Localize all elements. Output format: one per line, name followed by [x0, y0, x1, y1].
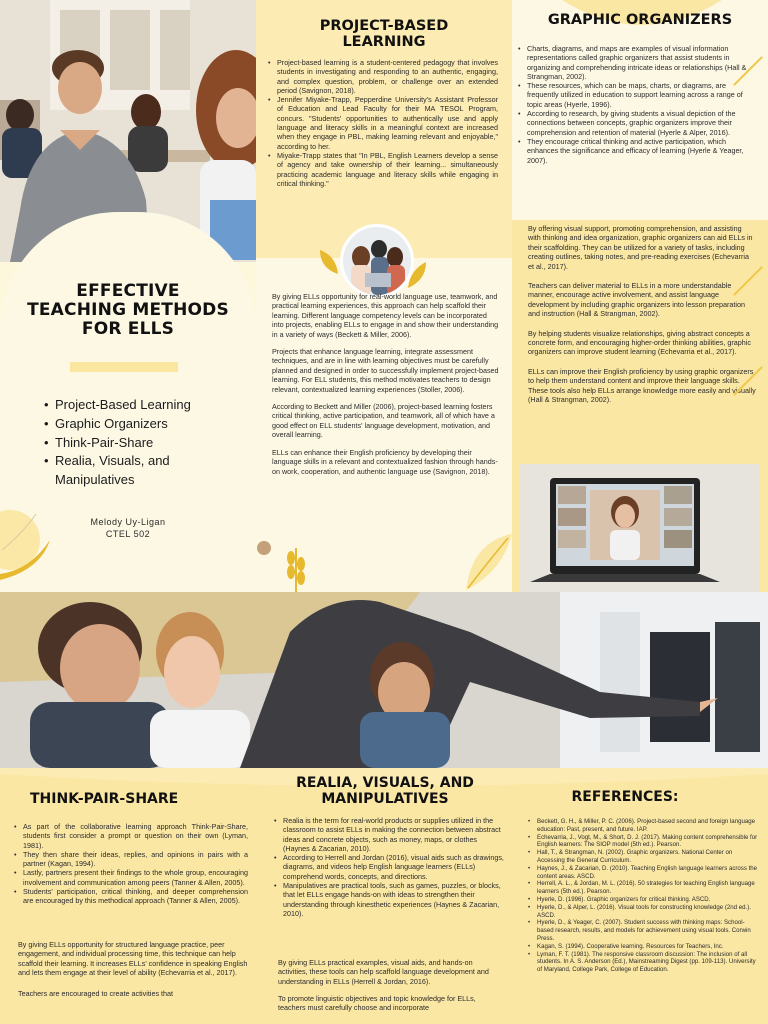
video-call-laptop-photo: [520, 464, 760, 592]
go-bullet: • According to research, by giving students a visual depiction of the connections between concepts, graphic organizers improve their comprehension and retention of material (Hyerle & Alper, 2016).: [518, 109, 756, 137]
go-paragraph: By helping students visualize relationships, giving abstract concepts a concrete form, and encouraging higher-order thinking abilities, graphic organizers can improve student learning (Echevarria et al., 2017).: [528, 328, 751, 357]
rv-bullet-list: [274, 816, 504, 918]
pbl-body: [272, 292, 500, 476]
pbl-bullet: • Jennifer Miyake-Trapp, Pepperdine University's Assistant Professor of Education and Lead Faculty for their MA TESOL Program, concurs. "Students' opportunities to authentically use and apply language and literacy skills in a meaningful context are increased when they engage in PBL, making learning relevant and enjoyable," according to her.: [268, 95, 498, 151]
tps-bullet-list: [14, 822, 248, 906]
title-line-3: FOR ELLS: [81, 319, 175, 340]
tps-paragraph: By giving ELLs opportunity for structured language practice, peer engagement, and individual processing time, this technique can help scaffold their learning. It increases ELLs' confidence in speaking English and lets them engage at their level of ability (Echevarria et al., 2017).: [18, 940, 248, 977]
reference-item: • Kagan, S. (1994). Cooperative learning. Resources for Teachers, Inc.: [528, 943, 758, 951]
author-name: Melody Uy-Ligan: [90, 517, 166, 527]
reference-item: • Hyerle, D. (1996). Graphic organizers for critical thinking. ASCD.: [528, 896, 758, 904]
go-bullet-list: [518, 44, 756, 165]
go-bullet: • These resources, which can be maps, charts, or diagrams, are frequently utilized in education to support learning across a range of topic areas (Hyerle, 1996).: [518, 81, 756, 109]
topic-item: • Realia, Visuals, and Manipulatives: [44, 452, 244, 490]
go-paragraph: By offering visual support, promoting comprehension, and assisting with thinking and idea organization, graphic organizers can aid ELLs in their scaffolding. They can be utilized for a variety of tasks, including creating outlines, taking notes, and pre-reading exercises (Echevarria et al., 2017).: [528, 224, 753, 271]
references-heading: REFERENCES:: [571, 789, 679, 805]
reference-item: • Haynes, J., & Zacarian, D. (2010). Teaching English language learners across the content areas. ASCD.: [528, 865, 758, 881]
title-line-2: TEACHING METHODS: [27, 300, 229, 321]
go-heading: GRAPHIC ORGANIZERS: [547, 12, 733, 28]
author-block: [48, 516, 208, 540]
rv-bullet: • Manipulatives are practical tools, such as games, puzzles, or blocks, that let ELLs engage hands-on with ideas to strengthen their understanding through kinesthetic experiences (Haynes & Zacarian, 2010).: [274, 881, 504, 918]
go-paragraph: ELLs can improve their English proficiency by using graphic organizers to help them understand content and improve their language skills. These tools also help ELLs arrange knowledge more easily and visually (Hall & Strangman, 2002).: [528, 366, 756, 405]
document-title: [12, 282, 244, 339]
pbl-bullet: • Miyake-Trapp states that "In PBL, English Learners develop a sense of agency and take ownership of their learning... simultaneously practicing academic language and literacy skills while engaging in critical thinking.": [268, 151, 498, 188]
reference-item: • Echevarria, J., Vogt, M., & Short, D. J. (2017). Making content comprehensible for English learners: The SIOP model (5th ed.). Pearson.: [528, 834, 758, 850]
reference-item: • Hyerle, D., & Alper, L. (2016). Visual tools for constructing knowledge (2nd ed.). ASCD.: [528, 904, 758, 920]
rv-body: [278, 958, 504, 1012]
reference-list: [528, 818, 758, 974]
topic-item: • Graphic Organizers: [44, 415, 244, 434]
pbl-paragraph: By giving ELLs opportunity for real-world language use, teamwork, and practical learning experiences, this approach can help scaffold their learning. Different language competency levels can be incorporated into projects, enabling ELLs to engage in and show their understanding in a variety of ways (Beckett & Miller, 2006).: [272, 292, 499, 339]
teacher-pointing-photo: [0, 592, 768, 768]
group-work-photo: [340, 224, 414, 298]
title-panel: [0, 0, 256, 592]
wheat-decoration-icon: [256, 528, 336, 592]
title-line-1: EFFECTIVE: [76, 281, 180, 301]
pbl-paragraph: ELLs can enhance their English proficiency by developing their language skills in a relevant and contextualized fashion through hands-on work, cooperation, and authentic language use (Savignon, 2018).: [272, 447, 498, 476]
rv-bullet: • According to Herrell and Jordan (2016), visual aids such as drawings, diagrams, and videos help English language learners (ELLs) comprehend words, concepts, and directions.: [274, 853, 504, 881]
tps-bullet: • Students' participation, critical thinking, and deeper comprehension are encouraged by this methodical approach (Tanner & Allen, 2005).: [14, 887, 248, 906]
realia-visuals-heading: REALIA, VISUALS, AND MANIPULATIVES: [296, 775, 474, 807]
bottom-panels: [0, 768, 768, 1024]
pbl-paragraph: Projects that enhance language learning, integrate assessment techniques, and are in line with learning objectives must be carefully planned and designed in order to successfully implement project-based learning. For ELL students, this method motivates teachers to design relevant, contextualized learning experiences (Stoller, 2006).: [272, 347, 499, 394]
go-body: [528, 224, 756, 405]
reference-item: • Hyerle, D., & Yeager, C. (2007). Student success with thinking maps: School-based research, results, and models for achievement using visual tools. Corwin Press.: [528, 919, 758, 942]
title-underline-bar: [70, 362, 178, 372]
rv-paragraph: By giving ELLs practical examples, visual aids, and hands-on activities, these tools can help scaffold language development and understanding in ELLs (Herrell & Jordan, 2016).: [278, 958, 489, 986]
leaf-decoration-icon: [0, 470, 60, 590]
project-based-learning-panel: [256, 0, 512, 592]
leaf-left-icon: [316, 246, 342, 276]
pbl-heading: PROJECT-BASED LEARNING: [319, 18, 449, 51]
think-pair-share-heading: THINK-PAIR-SHARE: [30, 791, 179, 807]
topic-item: • Think-Pair-Share: [44, 434, 244, 453]
reference-item: • Beckett, G. H., & Miller, P. C. (2006). Project-based second and foreign language education: Past, present, and future. IAP.: [528, 818, 758, 834]
tps-paragraph: Teachers are encouraged to create activities that: [18, 989, 174, 999]
tps-bullet: • Lastly, partners present their findings to the whole group, encouraging involvement and communication among peers (Tanner & Allen, 2005).: [14, 868, 248, 887]
reference-item: • Lyman, F. T. (1981). The responsive classroom discussion: The inclusion of all students. In A. S. Anderson (Ed.), Mainstreaming Digest (pp. 109-113). University of Maryland, College Park, College of Education.: [528, 951, 758, 974]
leaf-corner-icon: [462, 532, 512, 592]
rv-paragraph: To promote linguistic objectives and topic knowledge for ELLs, teachers must carefully choose and incorporate: [278, 993, 476, 1013]
tps-body: [18, 940, 250, 998]
graphic-organizers-panel: [512, 0, 768, 592]
pbl-bullet: • Project-based learning is a student-centered pedagogy that involves students in investigating and responding to an authentic, engaging, and complex question, problem, or challenge over an extended period (Savignon, 2018).: [268, 58, 498, 95]
go-bullet: • Charts, diagrams, and maps are examples of visual information representations called graphic organizers that assist students in organizing and comprehending intricate ideas or relationships (Hall & Strangman, 2002).: [518, 44, 756, 81]
reference-item: • Hall, T., & Strangman, N. (2002). Graphic organizers. National Center on Accessing the General Curriculum.: [528, 849, 758, 865]
course-code: CTEL 502: [105, 529, 151, 539]
go-paragraph: Teachers can deliver material to ELLs in a more understandable manner, encourage active involvement, and assist language development by including graphic organizers into lesson preparation and instruction (Hall & Strangman, 2002).: [528, 281, 745, 319]
go-bullet: • They encourage critical thinking and active participation, which enhances the significance and efficacy of learning (Hyerle & Yeager, 2007).: [518, 137, 756, 165]
pbl-bullet-list: [268, 58, 498, 188]
topic-item: • Project-Based Learning: [44, 396, 244, 415]
tps-bullet: • As part of the collaborative learning approach Think-Pair-Share, students first consider a prompt or question on their own (Lyman, 1981).: [14, 822, 248, 850]
topic-list: [44, 396, 244, 490]
rv-bullet: • Realia is the term for real-world products or supplies utilized in the classroom to assist ELLs in making the connection between abstract ideas and concrete objects, such as money, maps, or clothes (Haynes & Zacarian, 2010).: [274, 816, 504, 853]
leaf-right-icon: [404, 258, 430, 290]
tps-bullet: • They then share their ideas, replies, and opinions in pairs with a partner (Kagan, 1994).: [14, 850, 248, 869]
reference-item: • Herrell, A. L., & Jordan, M. L. (2016). 50 strategies for teaching English language learners (5th ed.). Pearson.: [528, 880, 758, 896]
pbl-paragraph: According to Beckett and Miller (2006), project-based learning fosters critical thinking, active participation, and teamwork, all of which have a good effect on ELL students' language development, motivation, and overall learning.: [272, 402, 495, 440]
